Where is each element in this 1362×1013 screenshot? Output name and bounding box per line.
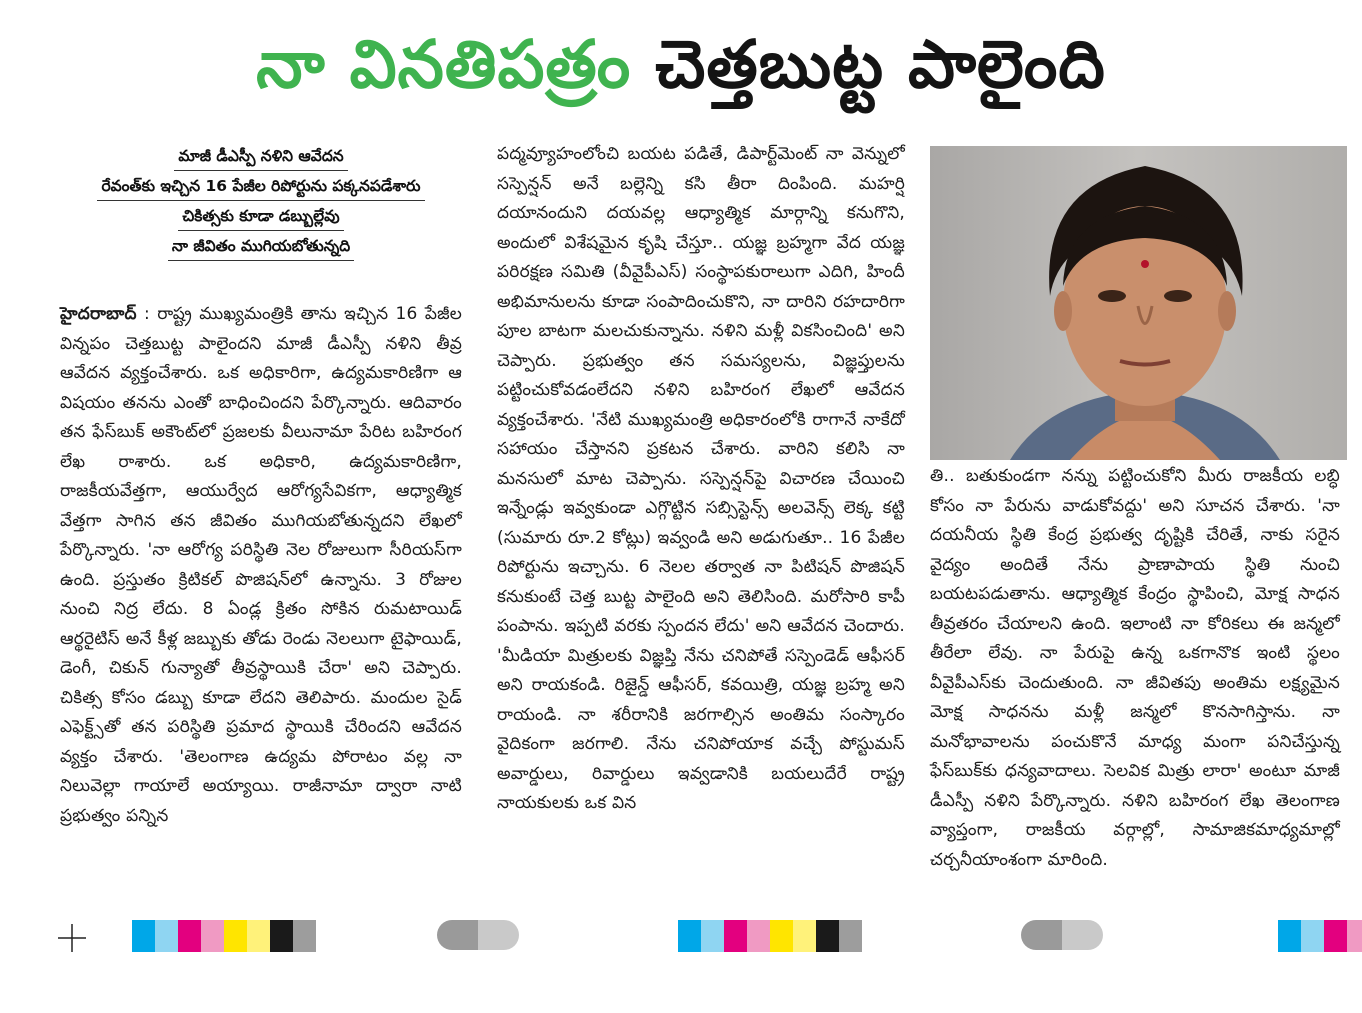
subheads xyxy=(60,142,462,262)
article-column-3 xyxy=(930,462,1340,875)
article-column-1 xyxy=(60,300,462,831)
color-registration-bar-3 xyxy=(1278,920,1362,952)
swatch-magenta xyxy=(1324,920,1347,952)
color-registration-bar-2 xyxy=(678,920,862,952)
swatch-light-yellow xyxy=(247,920,270,952)
swatch-light-magenta xyxy=(747,920,770,952)
article-column-2 xyxy=(497,140,905,819)
swatch-light-cyan xyxy=(1301,920,1324,952)
article-text-3: తి.. బతుకుండగా నన్ను పట్టించుకోని మీరు రాజకీయ లబ్ధి కోసం నా పేరును వాడుకోవద్దు' అని సూచన చేశారు. 'నా దయనీయ స్థితి కేంద్ర ప్రభుత్వ దృష్టికి చేరితే, నాకు సరైన వైద్యం అందితే నేను ప్రాణాపాయ స్థితి నుంచి బయటపడుతాను. ఆధ్యాత్మిక కేంద్రం స్థాపించి, మోక్ష సాధన తీవ్రతరం చేయాలని ఉంది. ఇలాంటి నా కోరికలు ఈ జన్మలో తీరేలా లేవు. నా పేరుపై ఉన్న ఒకగానొక ఇంటి స్థలం వీవైపీఎస్‌కు చెందుతుంది. నా జీవితపు అంతిమ లక్ష్యమైన మోక్ష సాధనను మళ్లీ జన్మలో కొనసాగిస్తాను. నా మనోభావాలను పంచుకొనే మాధ్య మంగా పనిచేస్తున్న ఫేస్‌బుక్‌కు ధన్యవాదాలు. సెలవిక మిత్రు లారా' అంటూ మాజీ డీఎస్పీ నళిని పేర్కొన్నారు. నళిని బహిరంగ లేఖ తెలంగాణ వ్యాప్తంగా, రాజకీయ వర్గాల్లో, సామాజికమాధ్యమాల్లో చర్చనీయాంశంగా మారింది. xyxy=(930,466,1340,870)
color-registration-bar-1 xyxy=(132,920,316,952)
portrait-illustration xyxy=(930,146,1347,460)
headline xyxy=(0,12,1362,117)
swatch-light-cyan xyxy=(155,920,178,952)
swatch-magenta xyxy=(178,920,201,952)
subhead-1: మాజీ డీఎస్పీ నళిని ఆవేదన xyxy=(60,142,462,172)
swatch-light-magenta xyxy=(1347,920,1362,952)
swatch-light-cyan xyxy=(701,920,724,952)
swatch-gray xyxy=(839,920,862,952)
swatch-yellow xyxy=(770,920,793,952)
swatch-magenta xyxy=(724,920,747,952)
swatch-cyan xyxy=(132,920,155,952)
portrait-photo xyxy=(930,146,1347,460)
swatch-cyan xyxy=(678,920,701,952)
subhead-4: నా జీవితం ముగియబోతున్నది xyxy=(60,232,462,262)
swatch-cyan xyxy=(1278,920,1301,952)
registration-cross-icon xyxy=(58,924,86,952)
swatch-black xyxy=(270,920,293,952)
swatch-light-yellow xyxy=(793,920,816,952)
dateline: హైదరాబాద్‌ xyxy=(60,304,137,324)
swatch-black xyxy=(816,920,839,952)
article-text-1: : రాష్ట్ర ముఖ్యమంత్రికి తాను ఇచ్చిన 16 పేజీల విన్నపం చెత్తబుట్ట పాలైందని మాజీ డీఎస్పీ నళిని తీవ్ర ఆవేదన వ్యక్తంచేశారు. ఒక అధికారిగా, ఉద్యమకారిణిగా ఆ విషయం తనను ఎంతో బాధించిందని పేర్కొన్నారు. ఆదివారం తన ఫేస్‌బుక్‌ అకౌంట్‌లో ప్రజలకు వీలునామా పేరిట బహిరంగ లేఖ రాశారు. ఒక అధికారి, ఉద్యమకారిణిగా, రాజకీయవేత్తగా, ఆయుర్వేద ఆరోగ్యసేవికగా, ఆధ్యాత్మిక వేత్తగా సాగిన తన జీవితం ముగియబోతున్నదని లేఖలో పేర్కొన్నారు. 'నా ఆరోగ్య పరిస్థితి నెల రోజులుగా సీరియస్‌గా ఉంది. ప్రస్తుతం క్రిటికల్‌ పొజిషన్‌లో ఉన్నాను. 3 రోజుల నుంచి నిద్ర లేదు. 8 ఏండ్ల క్రితం సోకిన రుమటాయిడ్‌ ఆర్థరైటిస్‌ అనే కీళ్ల జబ్బుకు తోడు రెండు నెలలుగా టైఫాయిడ్‌, డెంగీ, చికున్‌ గున్యాతో తీవ్రస్థాయికి చేరా' అని చెప్పారు. చికిత్స కోసం డబ్బు కూడా లేదని తెలిపారు. మందుల సైడ్‌ ఎఫెక్ట్స్‌తో తన పరిస్థితి ప్రమాద స్థాయికి చేరిందని ఆవేదన వ్యక్తం చేశారు. 'తెలంగాణ ఉద్యమ పోరాటం వల్ల నా నిలువెల్లా గాయాలే అయ్యాయి. రాజీనామా ద్వారా నాటి ప్రభుత్వం పన్నిన xyxy=(60,304,462,826)
subhead-2: రేవంత్‌కు ఇచ్చిన 16 పేజీల రిపోర్టును పక్కనపడేశారు xyxy=(60,172,462,202)
swatch-light-magenta xyxy=(201,920,224,952)
swatch-gray xyxy=(293,920,316,952)
swatch-yellow xyxy=(224,920,247,952)
headline-green-part: నా వినతిపత్రం xyxy=(256,26,632,103)
registration-pill-1 xyxy=(437,920,519,950)
article-text-2: పద్మవ్యూహంలోంచి బయట పడితే, డిపార్ట్‌మెంట్‌ నా వెన్నులో సస్పెన్షన్‌ అనే బల్లెన్ని కసి తీరా దింపింది. మహర్షి దయానందుని దయవల్ల ఆధ్యాత్మిక మార్గాన్ని కనుగొని, అందులో విశేషమైన కృషి చేస్తూ.. యజ్ఞ బ్రహ్మగా వేద యజ్ఞ పరిరక్షణ సమితి (వీవైపీఎస్‌) సంస్థాపకురాలుగా ఎదిగి, హిందీ అభిమానులను కూడా సంపాదించుకొని, నా దారిని రహదారిగా పూల బాటగా మలచుకున్నాను. నళిని మళ్లీ వికసించింది' అని చెప్పారు. ప్రభుత్వం తన సమస్యలను, విజ్ఞప్తులను పట్టించుకోవడంలేదని నళిని బహిరంగ లేఖలో ఆవేదన వ్యక్తంచేశారు. 'నేటి ముఖ్యమంత్రి అధికారంలోకి రాగానే నాకేదో సహాయం చేస్తానని ప్రకటన చేశారు. వారిని కలిసి నా మనసులో మాట చెప్పాను. సస్పెన్షన్‌పై విచారణ చేయించి ఇన్నేండ్లు ఇవ్వకుండా ఎగ్గొట్టిన సబ్సిస్టెన్స్‌ అలవెన్స్‌ లెక్క కట్టి (సుమారు రూ.2 కోట్లు) ఇవ్వండి అని అడుగుతూ.. 16 పేజీల రిపోర్టును ఇచ్చాను. 6 నెలల తర్వాత నా పిటిషన్‌ పొజిషన్‌ కనుకుంటే చెత్త బుట్ట పాలైంది అని తెలిసింది. మరోసారి కాపీ పంపాను. ఇప్పటి వరకు స్పందన లేదు' అని ఆవేదన చెందారు. 'మీడియా మిత్రులకు విజ్ఞప్తి నేను చనిపోతే సస్పెండెడ్‌ ఆఫీసర్‌ అని రాయకండి. రిజైన్డ్‌ ఆఫీసర్‌, కవయిత్రి, యజ్ఞ బ్రహ్మ అని రాయండి. నా శరీరానికి జరగాల్సిన అంతిమ సంస్కారం వైదికంగా జరగాలి. నేను చనిపోయాక వచ్చే పోస్టుమస్‌ అవార్డులు, రివార్డులు ఇవ్వడానికి బయలుదేరే రాష్ట్ర నాయకులకు ఒక విన xyxy=(497,144,905,813)
headline-black-part: చెత్తబుట్ట పాలైంది xyxy=(655,26,1106,103)
registration-pill-2 xyxy=(1021,920,1103,950)
subhead-3: చికిత్సకు కూడా డబ్బుల్లేవు xyxy=(60,202,462,232)
